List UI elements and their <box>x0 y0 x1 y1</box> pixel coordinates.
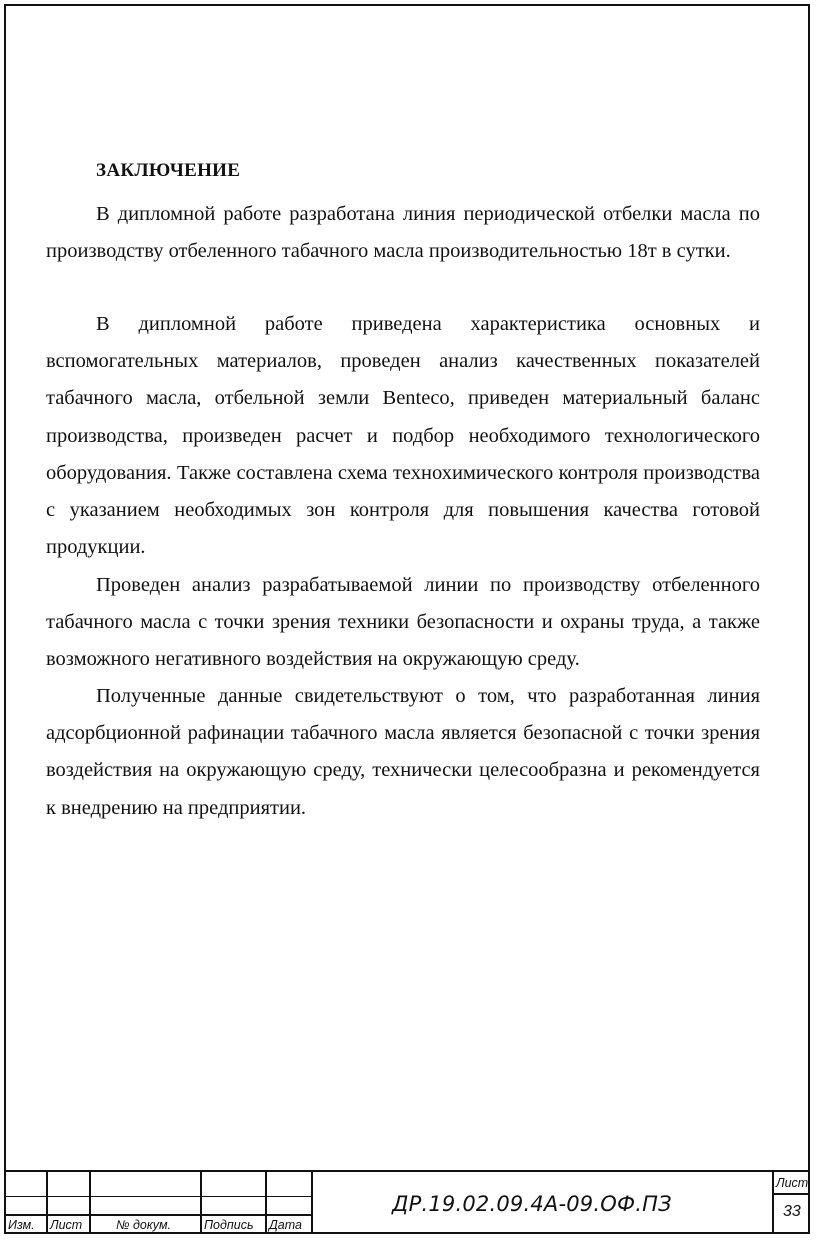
label-signature: Подпись <box>204 1218 254 1232</box>
stamp-col-line-2 <box>89 1170 91 1234</box>
paragraph-3: Проведен анализ разрабатываемой линии по производству отбеленного табачного масла с точки зрения техники безопасности и охраны труда, а также возможного негативного воздействия на окружающую среду. <box>46 574 760 671</box>
stamp-col-line-6 <box>772 1170 774 1234</box>
stamp-col-line-3 <box>200 1170 202 1234</box>
label-izm: Изм. <box>8 1218 35 1232</box>
sheet-number: 33 <box>783 1203 801 1220</box>
stamp-col-line-4 <box>265 1170 267 1234</box>
paragraph-1: В дипломной работе разработана линия периодической отбелки масла по производству отбеленного табачного масла производительностью 18т в сутки. <box>46 203 760 263</box>
stamp-col-line-1 <box>46 1170 48 1234</box>
stamp-top-line <box>4 1170 810 1172</box>
label-date: Дата <box>269 1218 302 1232</box>
stamp-col-line-5 <box>311 1170 313 1234</box>
paragraph-2: В дипломной работе приведена характеристика основных и вспомогательных материалов, проведен анализ качественных показателей табачного масла, отбельной земли Benteco, приведен материальный баланс производства, произведен расчет и подбор необходимого технологического оборудования. Также составлена схема технохимического контроля производства с указанием необходимых зон контроля для повышения качества готовой продукции. <box>46 313 760 559</box>
label-list: Лист <box>50 1218 83 1232</box>
document-code: ДР.19.02.09.4А-09.ОФ.ПЗ <box>392 1192 672 1216</box>
paragraph-4: Полученные данные свидетельствуют о том, что разработанная линия адсорбционной рафинации табачного масла является безопасной с точки зрения воздействия на окружающую среду, технически целесообразна и рекомендуется к внедрению на предприятии. <box>46 685 760 819</box>
conclusion-heading: ЗАКЛЮЧЕНИЕ <box>96 160 241 181</box>
stamp-sheet-divider <box>772 1193 810 1195</box>
label-sheet: Лист <box>776 1176 809 1190</box>
label-doc-no: № докум. <box>116 1218 172 1232</box>
